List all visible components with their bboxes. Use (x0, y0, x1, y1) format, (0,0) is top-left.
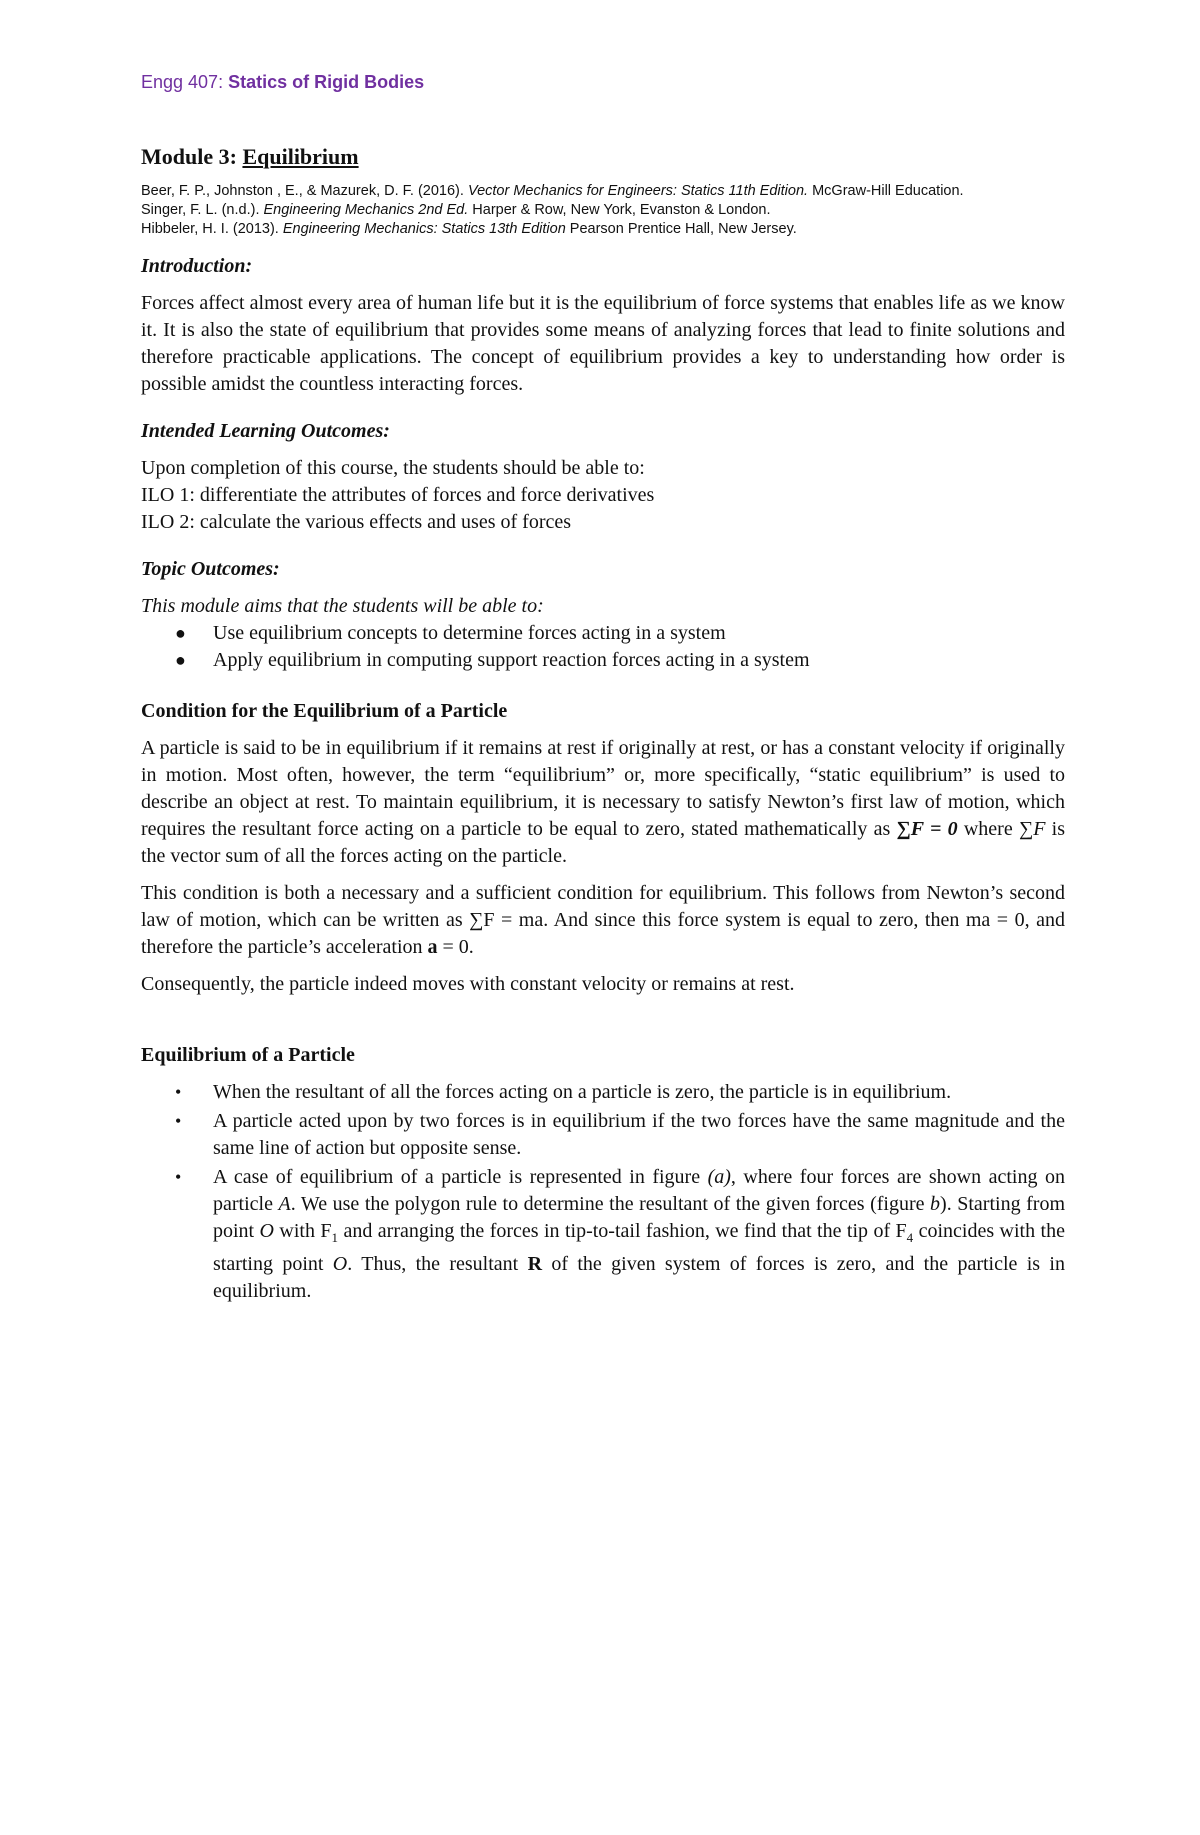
ilo-intro: Upon completion of this course, the students should be able to: (141, 457, 645, 479)
bullet-icon: ● (175, 623, 186, 643)
topic-outcomes-intro: This module aims that the students will be able to: (141, 595, 544, 617)
list-item: • A particle acted upon by two forces is in equilibrium if the two forces have the same magnitude and the same line of action but opposite sense. (175, 1110, 1065, 1159)
introduction-text: Forces affect almost every area of human life but it is the equilibrium of force systems that enables life as we know it. It is also the state of equilibrium that provides some means of analyzing forces that lead to finite solutions and therefore practicable applications. The concept of equilibrium provides a key to understanding how order is possible amidst the countless interacting forces. (141, 292, 1065, 395)
list-item: • A case of equilibrium of a particle is represented in figure (a), where four forces are shown acting on particle A. We use the polygon rule to determine the resultant of the given forces (figure b). Starting from point O with $F_1$ and arranging the forces in tip-to-tail fashion, we find that the tip of $F_4$ coincides with the starting point O. Thus, the resultant R of the given system of forces is zero, and the particle is in equilibrium. (175, 1166, 1066, 1302)
condition-paragraph-2: This condition is both a necessary and a sufficient condition for equilibrium. This follows from Newton’s second law of motion, which can be written as ∑F = ma. And since this force system is equal to zero, then ma = 0, and therefore the particle’s acceleration a = 0. (141, 882, 1065, 958)
ilo-item: ILO 2: calculate the various effects and uses of forces (141, 511, 572, 533)
bullet-icon: • (175, 1111, 182, 1131)
list-item: ● Use equilibrium concepts to determine forces acting in a system (141, 620, 1065, 647)
condition-paragraph-1: A particle is said to be in equilibrium if it remains at rest if originally at rest, or has a constant velocity if originally in motion. Most often, however, the term “equilibrium” or, more specifically, “static equilibrium” is used to describe an object at rest. To maintain equilibrium, it is necessary to satisfy Newton’s first law of motion, which requires the resultant force acting on a particle to be equal to zero, stated mathematically as ∑F = 0 where ∑F is the vector sum of all the forces acting on the particle. (141, 737, 1066, 867)
running-header (141, 72, 424, 93)
condition-heading: Condition for the Equilibrium of a Particle (141, 700, 508, 722)
references (141, 182, 1065, 239)
topic-outcomes-list (141, 620, 1065, 674)
bullet-icon: • (175, 1082, 182, 1102)
equilibrium-particle-heading: Equilibrium of a Particle (141, 1044, 355, 1066)
reference-item: Beer, F. P., Johnston , E., & Mazurek, D. F. (2016). Vector Mechanics for Engineers: Statics 11th Edition. McGraw-Hill Education. (141, 183, 964, 199)
ilo-item: ILO 1: differentiate the attributes of forces and force derivatives (141, 484, 655, 506)
topic-outcomes-heading: Topic Outcomes: (141, 558, 280, 580)
list-item: • When the resultant of all the forces acting on a particle is zero, the particle is in equilibrium. (141, 1079, 1065, 1106)
reference-item: Singer, F. L. (n.d.). Engineering Mechanics 2nd Ed. Harper & Row, New York, Evanston & London. (141, 202, 771, 218)
bullet-icon: • (175, 1167, 182, 1187)
module-name: Equilibrium (242, 144, 359, 169)
equilibrium-particle-list (141, 1079, 1065, 1305)
list-item: ● Apply equilibrium in computing support reaction forces acting in a system (141, 647, 1065, 674)
module-title (141, 144, 1065, 170)
module-label: Module 3: (141, 144, 237, 169)
course-code: Engg 407: (141, 72, 224, 92)
equation-sum-f-zero: ∑F = 0 (896, 818, 958, 840)
course-title: Statics of Rigid Bodies (228, 72, 425, 92)
condition-paragraph-3: Consequently, the particle indeed moves with constant velocity or remains at rest. (141, 973, 795, 995)
introduction-heading: Introduction: (141, 255, 253, 277)
equation-sum-f: ∑F (1018, 818, 1046, 840)
content (141, 144, 1065, 1323)
bullet-icon: ● (175, 650, 186, 670)
reference-item: Hibbeler, H. I. (2013). Engineering Mechanics: Statics 13th Edition Pearson Prentice Hall, New Jersey. (141, 221, 797, 237)
ilo-heading: Intended Learning Outcomes: (141, 420, 390, 442)
